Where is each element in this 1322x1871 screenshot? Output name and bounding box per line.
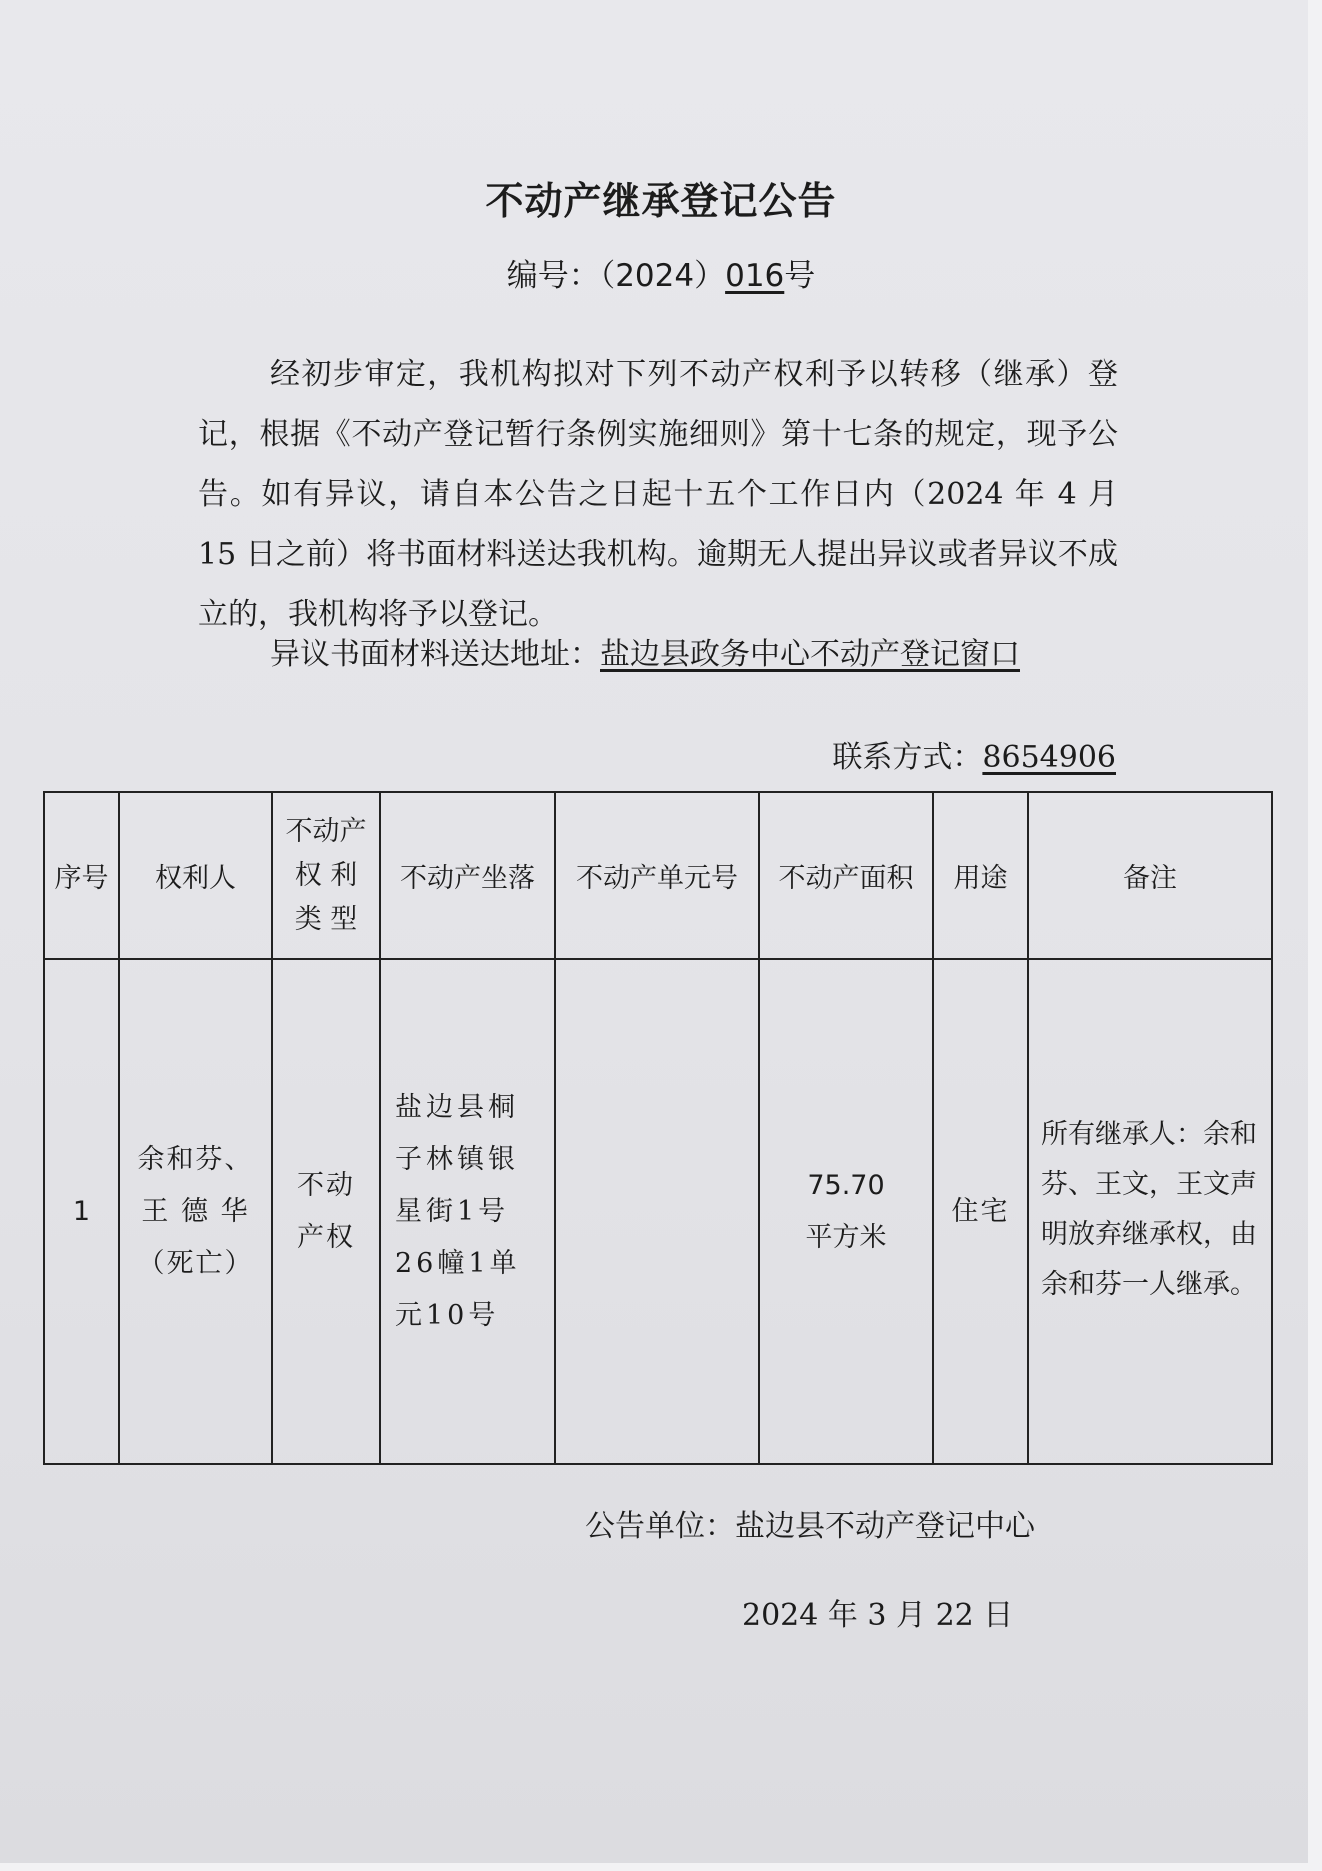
header-seq: 序号 bbox=[44, 792, 119, 959]
header-usage: 用途 bbox=[933, 792, 1028, 959]
signer-line bbox=[585, 1501, 1035, 1545]
notice-number-value: 016 bbox=[725, 258, 785, 294]
notice-title: 不动产继承登记公告 bbox=[485, 179, 837, 223]
right-type-line1: 不动 bbox=[297, 1169, 355, 1201]
header-remark: 备注 bbox=[1028, 792, 1272, 959]
signer-label: 公告单位： bbox=[585, 1509, 735, 1544]
registration-table bbox=[43, 791, 1273, 1465]
header-right-type-line2: 权 利 bbox=[294, 859, 358, 891]
contact-line bbox=[832, 738, 1116, 778]
cell-seq: 1 bbox=[44, 959, 119, 1464]
cell-usage: 住宅 bbox=[933, 959, 1028, 1464]
header-right-type bbox=[272, 792, 380, 959]
cell-unit-no bbox=[555, 959, 759, 1464]
holder-line3: （死亡） bbox=[137, 1247, 254, 1279]
table-row bbox=[44, 959, 1272, 1464]
header-location: 不动产坐落 bbox=[380, 792, 555, 959]
holder-line1: 余和芬、 bbox=[137, 1143, 254, 1175]
table-header-row bbox=[44, 792, 1272, 959]
address-label: 异议书面材料送达地址： bbox=[270, 637, 600, 672]
right-type-line2: 产权 bbox=[297, 1221, 355, 1253]
cell-right-type bbox=[272, 959, 380, 1464]
notice-number-prefix: 编号：（2024） bbox=[506, 258, 726, 294]
cell-remark: 所有继承人：余和芬、王文，王文声明放弃继承权，由余和芬一人继承。 bbox=[1028, 959, 1272, 1464]
notice-number bbox=[0, 250, 1322, 295]
contact-value: 8654906 bbox=[982, 740, 1116, 775]
notice-number-suffix: 号 bbox=[784, 258, 816, 294]
header-right-type-line1: 不动产 bbox=[285, 815, 367, 847]
cell-holder bbox=[119, 959, 272, 1464]
objection-address bbox=[198, 625, 1118, 685]
paper-edge-bottom bbox=[0, 1863, 1322, 1871]
cell-area bbox=[759, 959, 933, 1464]
address-value: 盐边县政务中心不动产登记窗口 bbox=[600, 637, 1020, 672]
signer-value: 盐边县不动产登记中心 bbox=[735, 1509, 1035, 1544]
cell-location: 盐边县桐子林镇银星街1号26幢1单元10号 bbox=[380, 959, 555, 1464]
header-unit-no: 不动产单元号 bbox=[555, 792, 759, 959]
area-unit: 平方米 bbox=[805, 1221, 887, 1253]
contact-label: 联系方式： bbox=[832, 740, 983, 775]
holder-line2: 王 德 华 bbox=[141, 1195, 250, 1227]
area-value: 75.70 bbox=[807, 1169, 885, 1201]
notice-body: 经初步审定，我机构拟对下列不动产权利予以转移（继承）登记，根据《不动产登记暂行条例实施细则》第十七条的规定，现予公告。如有异议，请自本公告之日起十五个工作日内（2024 年 4 月 15 日之前）将书面材料送达我机构。逾期无人提出异议或者异议不成立的，我机构将予以登记。 bbox=[198, 357, 1118, 632]
header-holder: 权利人 bbox=[119, 792, 272, 959]
header-area: 不动产面积 bbox=[759, 792, 933, 959]
notice-date: 2024 年 3 月 22 日 bbox=[742, 1598, 1014, 1633]
header-right-type-line3: 类 型 bbox=[294, 903, 358, 935]
